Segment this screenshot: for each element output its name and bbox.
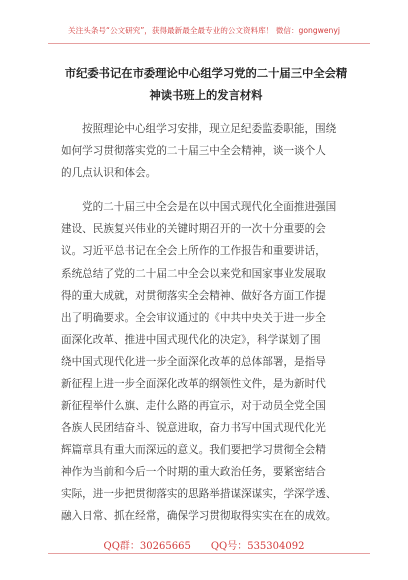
body-line: 如何学习贯彻落实党的二十届三中全会精神，谈一谈个人 (61, 145, 326, 157)
body-line: 绕中国式现代化进一步全面深化改革的总体部署，是指导 (61, 356, 326, 368)
body-line: 得的重大成就，对贯彻落实全会精神、做好各方面工作提 (61, 290, 326, 302)
body-line: 新征程上进一步全面深化改革的纲领性文件，是为新时代 (61, 378, 326, 390)
title-line-2: 神读书班上的发言材料 (149, 89, 263, 102)
body-line: 按照理论中心组学习安排，现立足纪委监委职能，围绕 (82, 123, 337, 135)
header-divider (48, 43, 370, 44)
body-line: 面深化改革、推进中国式现代化的决定》，科学谋划了围 (61, 334, 321, 346)
title-line-1: 市纪委书记在市委理论中心组学习党的二十届三中全会精 (64, 67, 348, 80)
footer-qq-group: QQ群：30265665 (103, 541, 191, 552)
body-line: 议。习近平总书记在全会上所作的工作报告和重要讲话， (61, 245, 326, 257)
body-line: 各族人民团结奋斗、锐意进取，奋力书写中国式现代化光 (61, 422, 326, 434)
body-line: 辉篇章具有重大而深远的意义。我们要把学习贯彻全会精 (61, 444, 326, 456)
body-line: 党的二十届三中全会是在以中国式现代化全面推进强国 (82, 201, 337, 213)
document-title (56, 63, 356, 107)
body-line: 建设、民族复兴伟业的关键时期召开的一次十分重要的会 (61, 223, 326, 235)
header-note: 关注头条号“公文研究”，获得最新最全最专业的公文资料库！ 微信：gongwenyj (68, 26, 340, 35)
body-line: 新征程举什么旗、走什么路的再宣示，对于动员全党全国 (61, 400, 326, 412)
body-line: 实际，进一步把贯彻落实的思路举措谋深谋实，学深学透、 (61, 488, 337, 500)
body-line: 神作为当前和今后一个时期的重大政治任务，要紧密结合 (61, 466, 326, 478)
body-line: 融入日常、抓在经常，确保学习贯彻取得实实在在的成效。 (61, 510, 337, 522)
footer-contact (0, 537, 408, 552)
footer-qq-number: QQ号：535304092 (210, 541, 305, 552)
body-line: 出了明确要求。全会审议通过的《中共中央关于进一步全 (61, 312, 326, 324)
body-line: 的几点认识和体会。 (61, 167, 157, 179)
footer-divider (48, 553, 370, 554)
body-line: 系统总结了党的二十届二中全会以来党和国家事业发展取 (61, 268, 326, 280)
